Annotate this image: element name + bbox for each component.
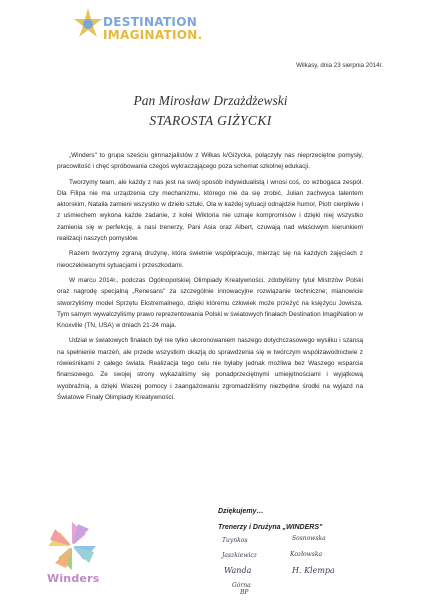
signature: Kozłowska <box>290 551 323 558</box>
letter-date: Wilkasy, dnia 23 sierpnia 2014r. <box>296 62 383 69</box>
signature: Górna <box>232 582 251 589</box>
paragraph: Razem tworzymy zgraną drużynę, która świetnie współpracuje, mierząc się na każdych zajęciach z nieoczekiwanymi sytuacjami i przeszkodami. <box>57 250 363 269</box>
paragraph: W marcu 2014r., podczas Ogólnopolskiej Olimpiady Kreatywności, zdobyliśmy tytuł Mistrzów Polski oraz nagrodę specjalną „Renesans" za szczególnie innowacyjne rozwiązanie techniczne; mianowicie stworzyliśmy model Sprzętu Ekstremalnego, dzięki któremu człowiek może przeżyć na księżycu Jowisza. Tym samym wywalczyliśmy prawo reprezentowania Polski w światowych finałach Destination ImagiNation w Knoxville (TN, USA) w dniach 21-24 maja. <box>57 276 363 330</box>
signature: Sosnowska <box>292 535 326 542</box>
di-star-icon <box>73 6 103 46</box>
pinwheel-icon <box>37 520 107 572</box>
closing-thanks: Dziękujemy… <box>218 508 264 515</box>
addressee-name: Pan Mirosław Drzażdżewski <box>133 93 288 108</box>
signature: H. Klempa <box>292 566 335 575</box>
destination-imagination-logo <box>73 6 233 52</box>
paragraph: Tworzymy team, ale każdy z nas jest na swój sposób indywidualistą i wnosi coś, co wzbogaca zespół. Dla Filipa nie ma urządzenia czy mechanizmu, którego nie da się zrobić, Julian zachwyca talentem aktorskim, Natalia zamieni wszystko w dzieło sztuki, Ola w każdej sytuacji odnajdzie humor, Piotr cierpliwie i z uśmiechem wykona każde zadanie, z kolei Wiktoria nie uznaje kompromisów i dzięki niej wszystko zamienia się w perfekcję, a nasi trenerzy, Pani Asia oraz Albert, czuwają nad właściwym kierunkiem realizacji naszych pomysłów. <box>57 178 363 243</box>
paragraph: Udział w światowych finałach był nie tylko ukoronowaniem naszego dotychczasowego wysiłku i szansą na spełnienie marzeń, ale przede wszystkim okazją do sprawdzenia się w twórczym współzawodnictwie z rówieśnikami z całego świata. Realizacja tego celu nie byłaby jednak możliwa bez Waszego wsparcia finansowego. Ze swojej strony wykazaliśmy się ponadprzeciętnymi umiejętnościami i wyjątkową wyobraźnią, a dzięki Waszej pomocy i zaangażowaniu zgromadziliśmy niezbędne środki na wyjazd na Światowe Finały Olimpiady Kreatywności. <box>57 337 363 401</box>
signature: BP <box>240 589 249 596</box>
winders-logo <box>37 520 107 590</box>
closing-signers: Trenerzy i Drużyna „WINDERS" <box>218 524 323 531</box>
logo-line-2: IMAGINATION. <box>103 28 203 42</box>
signature: Wanda <box>224 566 252 575</box>
signature: Tuynkos <box>222 537 248 544</box>
signature: Jaszkiewicz <box>222 552 257 559</box>
logo-line-1: DESTINATION <box>103 15 198 29</box>
letter-body <box>57 150 363 407</box>
addressee-title: STAROSTA GIŻYCKI <box>149 113 272 128</box>
paragraph: „Winders" to grupa sześciu gimnazjalistów z Wilkas k/Giżycka, połączyły nas nieprzeciętne pomysły, pracowitość i chęć spróbowania czegoś wykraczającego poza schemat szkolnej edukacji. <box>57 152 363 171</box>
winders-logo-text: Winders <box>47 572 100 585</box>
